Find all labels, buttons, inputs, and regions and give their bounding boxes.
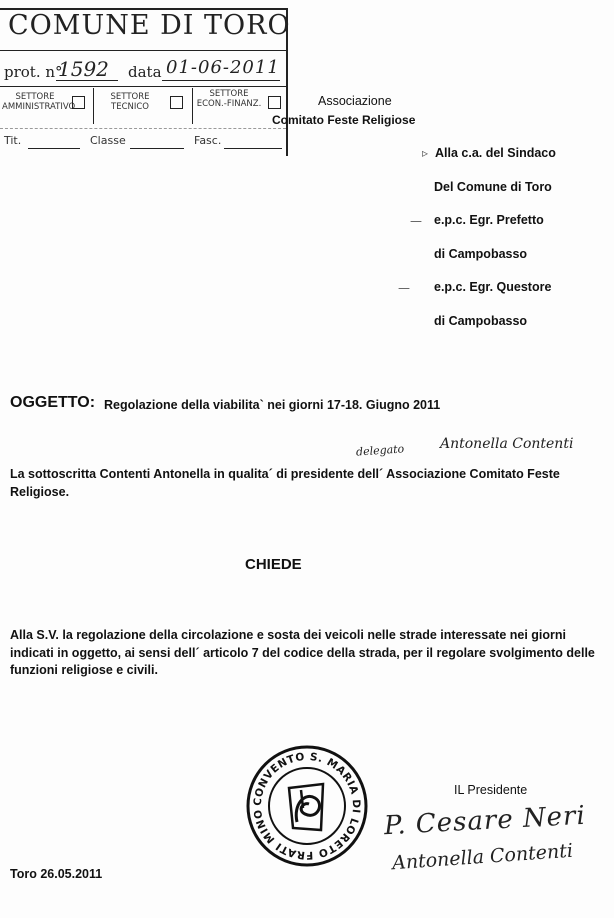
stamp-column-divider	[192, 88, 193, 124]
settore-tecnico-label: SETTORE TECNICO	[110, 92, 150, 112]
stamp-data-value: 01-06-2011	[166, 57, 280, 78]
sender-line-1: Associazione	[318, 94, 392, 108]
settore-amministrativo-checkbox	[72, 96, 85, 109]
recipient-text: Alla c.a. del Sindaco	[435, 146, 556, 160]
paragraph-request: Alla S.V. la regolazione della circolazione e sosta dei veicoli nelle strade interessate nei giorni indicati in oggetto, ai sensi dell´ articolo 7 del codice della strada, per il regolare svolgimento delle funzioni religiose e civili.	[10, 628, 595, 677]
stamp-classe-label: Classe	[90, 134, 126, 147]
signature-role: IL Presidente	[454, 783, 528, 797]
stamp-prot-label: prot. n°	[4, 63, 63, 81]
handwritten-delegato: delegato	[355, 442, 405, 459]
recipient-marker: —	[410, 214, 422, 228]
signature-primary: P. Cesare Neri	[383, 800, 587, 842]
stamp-divider	[0, 128, 286, 129]
recipient-line	[410, 314, 610, 348]
stamp-tit-underline	[28, 148, 80, 149]
convent-seal	[245, 744, 369, 868]
request-heading: CHIEDE	[245, 556, 302, 573]
stamp-data-underline	[162, 80, 280, 81]
recipient-text: e.p.c. Egr. Prefetto	[434, 213, 544, 227]
recipient-text: di Campobasso	[434, 246, 528, 261]
recipient-line	[410, 247, 610, 281]
settore-economico-label: SETTORE ECON.-FINANZ.	[196, 89, 262, 109]
recipient-line	[410, 180, 610, 214]
settore-tecnico-checkbox	[170, 96, 183, 109]
recipient-line	[398, 280, 610, 314]
stamp-prot-number: 1592	[58, 57, 109, 81]
subject-text: Regolazione della viabilita` nei giorni 17-18. Giugno 2011	[104, 398, 441, 412]
recipient-marker: ▹	[422, 146, 429, 160]
subject-label: OGGETTO:	[10, 394, 96, 411]
stamp-tit-label: Tit.	[4, 134, 22, 147]
stamp-classe-underline	[130, 148, 184, 149]
settore-amministrativo-label: SETTORE AMMINISTRATIVO	[2, 92, 76, 112]
stamp-title: COMUNE DI TORO	[8, 10, 291, 41]
recipient-text: di Campobasso	[434, 313, 528, 328]
settore-economico-checkbox	[268, 96, 281, 109]
recipient-line	[410, 146, 610, 180]
seal-text: CONVENTO S. MARIA DI LORETO FRATI MINO	[251, 750, 363, 862]
signature-secondary: Antonella Contenti	[391, 839, 574, 875]
stamp-fasc-label: Fasc.	[194, 134, 222, 147]
stamp-data-label: data	[128, 63, 162, 81]
stamp-fasc-underline	[224, 148, 282, 149]
paragraph-intro: La sottoscritta Contenti Antonella in qualita´ di presidente dell´ Associazione Comitato Feste Religiose.	[10, 467, 560, 499]
recipient-text: e.p.c. Egr. Questore	[434, 280, 552, 294]
place-date: Toro 26.05.2011	[10, 867, 103, 881]
stamp-divider	[0, 50, 286, 51]
stamp-column-divider	[93, 88, 94, 124]
recipient-text: Del Comune di Toro	[434, 179, 552, 194]
recipient-line	[410, 213, 610, 247]
recipients-block	[398, 146, 610, 347]
stamp-divider	[0, 86, 286, 87]
convent-seal-graphic	[245, 744, 369, 868]
handwritten-name: Antonella Contenti	[440, 436, 574, 452]
sender-line-2: Comitato Feste Religiose	[272, 113, 416, 127]
recipient-marker: —	[398, 281, 410, 295]
